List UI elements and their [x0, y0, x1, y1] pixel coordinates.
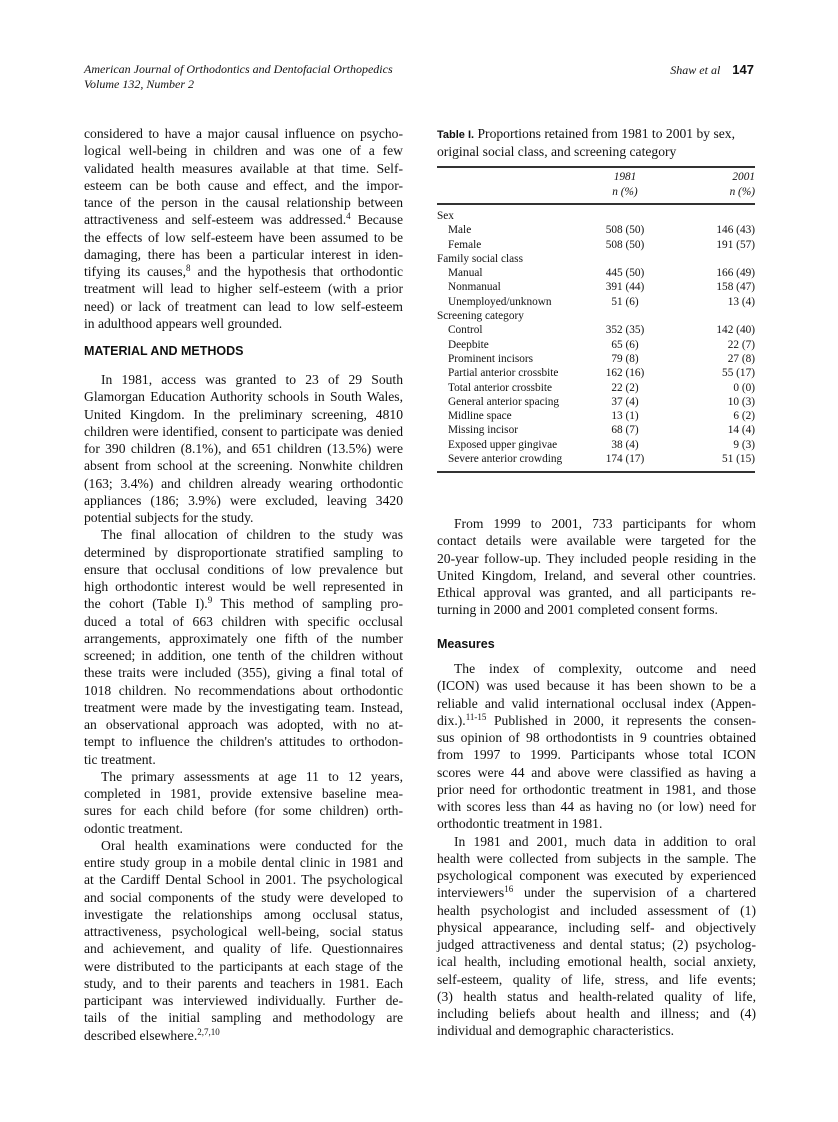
citation-superscript: 9: [207, 595, 213, 606]
text-line: [437, 515, 756, 532]
text-line: [437, 953, 756, 970]
text-line: [84, 751, 403, 768]
text-run: treatment were made by the investigating team. Instead,: [84, 699, 403, 715]
table-row: [437, 452, 755, 466]
text-line: [437, 798, 756, 815]
text-line: [84, 1027, 403, 1044]
text-run: tance of the person in the causal relationship between: [84, 195, 403, 210]
text-run: (ICON) was used because it has been shown to be a: [437, 678, 756, 694]
text-line: [84, 544, 403, 561]
text-line: [84, 733, 403, 750]
table-row: [437, 381, 755, 395]
text-line: [84, 315, 403, 332]
text-line: [84, 142, 403, 159]
text-run: esteem can be both cause and effect, and the impor-: [84, 177, 403, 193]
text-run: tic treatment.: [84, 751, 156, 767]
text-line: [84, 298, 403, 315]
text-run: The primary assessments at age 11 to 12 years,: [101, 768, 403, 784]
cell-2001: 22 (7): [727, 338, 755, 351]
table-row: [437, 223, 755, 237]
text-line: [84, 194, 403, 211]
caption-line-1: Proportions retained from 1981 to 2001 by sex,: [477, 126, 735, 141]
row-label: Missing incisor: [448, 424, 518, 437]
table-row: [437, 280, 755, 294]
text-line: [84, 716, 403, 733]
row-label: Female: [448, 238, 482, 251]
text-run: treatment will lead to higher self-esteem (with a prior: [84, 281, 403, 297]
text-run: sures for each child before (for some children) orth-: [84, 803, 403, 819]
text-run: 20-year follow-up. They included people residing in the: [437, 550, 756, 566]
text-line: [84, 613, 403, 630]
cell-1981: 37 (4): [611, 395, 639, 408]
page-number: 147: [732, 62, 754, 77]
text-run: tails of the initial sampling and methodology are: [84, 1010, 403, 1026]
col-2001-unit: n (%): [729, 185, 755, 198]
text-line: [84, 958, 403, 975]
text-run: self-esteem, quality of life, stress, and life events;: [437, 971, 756, 987]
text-run: entire study group in a mobile dental clinic in 1981 and: [84, 855, 403, 870]
running-header-journal: [84, 62, 393, 92]
text-line: [84, 699, 403, 716]
text-line: [84, 820, 403, 837]
text-run: (163; 3.4%) and children already wearing orthodontic: [84, 475, 403, 491]
paragraph: [84, 768, 403, 837]
text-run: The final allocation of children to the study was: [101, 527, 403, 543]
text-line: [437, 550, 756, 567]
paragraph: [437, 833, 756, 1040]
section-heading-methods: MATERIAL AND METHODS: [84, 344, 244, 358]
text-run: absent from school at the screening. Nonwhite children: [84, 458, 403, 474]
citation-superscript: 2,7,10: [197, 1026, 220, 1037]
cell-1981: 352 (35): [605, 324, 645, 337]
text-run: Published in 2000, it represents the consen-: [486, 712, 756, 728]
cell-2001: 146 (43): [716, 224, 755, 237]
row-label: Sex: [437, 210, 454, 222]
left-methods-body: [84, 371, 403, 1044]
text-run: ical health, including emotional health, social anxiety,: [437, 954, 756, 970]
text-line: [84, 785, 403, 802]
cell-2001: 191 (57): [716, 238, 755, 251]
table-row: [437, 352, 755, 366]
text-line: [84, 647, 403, 664]
text-run: 1018 children. No recommendations about orthodontic: [84, 682, 403, 698]
text-line: [84, 889, 403, 906]
text-run: prior need for orthodontic treatment in 1981, and those: [437, 781, 756, 797]
cell-2001: [685, 209, 755, 223]
text-run: tifying its causes,: [84, 264, 186, 279]
citation-superscript: 8: [186, 263, 191, 273]
text-line: [84, 160, 403, 177]
text-run: health psychologist and included assessment of (1): [437, 902, 756, 918]
text-line: [437, 936, 756, 953]
table-header: [437, 170, 755, 199]
cell-1981: [580, 309, 685, 323]
table-caption: [437, 126, 755, 160]
text-run: duced a total of 663 children with specific occlusal: [84, 613, 403, 629]
row-label: General anterior spacing: [448, 395, 560, 408]
text-line: [437, 660, 756, 677]
text-line: [84, 177, 403, 194]
cell-1981: 79 (8): [611, 352, 639, 365]
text-run: scores were 44 and above were classified as having a: [437, 764, 756, 780]
text-run: Ethical approval was granted, and all participants re-: [437, 585, 756, 600]
text-run: the effects of low self-esteem have been assumed to be: [84, 229, 403, 245]
text-run: these traits were included (355), giving a final total of: [84, 665, 403, 681]
text-line: [437, 729, 756, 746]
text-line: [437, 532, 756, 549]
text-line: [84, 211, 403, 228]
cell-2001: 13 (4): [727, 295, 755, 308]
cell-2001: 51 (15): [722, 453, 755, 466]
text-run: investigate the relationships among occlusal status,: [84, 906, 403, 922]
table-row: [437, 338, 755, 352]
text-run: high orthodontic interest would be well represented in: [84, 579, 403, 594]
text-line: [84, 526, 403, 543]
row-label: Midline space: [448, 410, 512, 423]
text-line: [84, 492, 403, 509]
text-run: study, and to their parents and teachers in 1981. Each: [84, 975, 403, 991]
text-run: Oral health examinations were conducted for the: [101, 837, 403, 853]
text-run: in adulthood appears well grounded.: [84, 315, 283, 331]
text-line: [84, 457, 403, 474]
text-run: with scores less than 44 as having no (or low) need for: [437, 799, 756, 814]
table-row: [437, 238, 755, 252]
row-label: Exposed upper gingivae: [448, 438, 558, 451]
paragraph: [84, 371, 403, 526]
cell-2001: 55 (17): [722, 367, 755, 380]
text-line: [84, 854, 403, 871]
text-run: damaging, there has been a particular interest in iden-: [84, 246, 403, 262]
text-run: potential subjects for the study.: [84, 510, 254, 525]
text-run: considered to have a major causal influence on psycho-: [84, 126, 403, 141]
text-line: [84, 509, 403, 526]
text-run: validated health measures available at that time. Self-: [84, 160, 403, 176]
text-run: dix.).: [437, 712, 466, 728]
row-label: Family social class: [437, 252, 523, 265]
cell-1981: 68 (7): [611, 424, 639, 437]
text-run: ensure that occlusal conditions of low prevalence but: [84, 561, 403, 577]
text-run: orthodontic treatment in 1981.: [437, 816, 603, 832]
cell-1981: 445 (50): [605, 267, 645, 280]
table-body: [437, 209, 755, 466]
table-row: [437, 366, 755, 380]
text-run: were distributed to the participants at each stage of the: [84, 958, 403, 974]
row-label: Unemployed/unknown: [448, 295, 552, 308]
text-run: appliances (186; 3.9%) were excluded, leaving 3420: [84, 492, 403, 508]
text-line: [84, 388, 403, 405]
text-run: In 1981, access was granted to 23 of 29 South: [101, 372, 403, 387]
text-run: children were identified, consent to participate was denied: [84, 423, 403, 439]
text-run: The index of complexity, outcome and need: [454, 661, 756, 676]
text-run: determined by disproportionate stratified sampling to: [84, 544, 403, 560]
text-line: [437, 988, 756, 1005]
row-label: Total anterior crossbite: [448, 381, 552, 394]
text-run: physical appearance, including self- and objectively: [437, 919, 756, 935]
text-run: attractiveness, psychological well-being, social status: [84, 924, 403, 939]
text-run: and the hypothesis that orthodontic: [190, 264, 404, 279]
cell-2001: [685, 309, 755, 323]
text-line: [84, 246, 403, 263]
text-run: under the supervision of a chartered: [513, 885, 756, 901]
text-line: [437, 567, 756, 584]
text-line: [437, 815, 756, 832]
text-run: from 1997 to 1999. Participants whose total ICON: [437, 747, 756, 763]
citation-superscript: 11-15: [465, 711, 487, 722]
table-row: [437, 423, 755, 437]
text-line: [437, 584, 756, 601]
cell-1981: 65 (6): [611, 338, 639, 351]
text-line: [84, 923, 403, 940]
text-run: screened; in addition, one tenth of the children without: [84, 648, 403, 663]
cell-2001: 166 (49): [716, 267, 755, 280]
text-run: health were collected from subjects in the sample. The: [437, 850, 756, 866]
text-run: and achievement, and quality of life. Questionnaires: [84, 941, 403, 957]
text-run: individual and demographic characteristics.: [437, 1023, 675, 1039]
text-line: [437, 746, 756, 763]
text-line: [84, 871, 403, 888]
cell-1981: [580, 209, 685, 223]
col-2001-year: 2001: [732, 171, 755, 184]
row-label: Control: [448, 324, 483, 337]
authors: Shaw et al: [670, 63, 721, 77]
cell-1981: 51 (6): [611, 295, 639, 308]
text-run: completed in 1981, provide extensive baseline mea-: [84, 786, 403, 801]
text-run: an observational approach was adopted, with no at-: [84, 717, 403, 732]
row-label: Male: [448, 224, 472, 237]
text-line: [437, 902, 756, 919]
text-line: [84, 280, 403, 297]
text-run: United Kingdom, Ireland, and several other countries.: [437, 567, 756, 583]
table-row: [437, 266, 755, 280]
text-line: [84, 682, 403, 699]
cell-1981: 22 (2): [611, 381, 639, 394]
cell-2001: 10 (3): [727, 395, 755, 408]
text-line: [437, 833, 756, 850]
cell-1981: 391 (44): [605, 281, 645, 294]
cell-2001: 9 (3): [733, 438, 755, 451]
text-line: [84, 768, 403, 785]
text-line: [437, 884, 756, 901]
right-followup-paragraph: [437, 515, 756, 619]
text-line: [84, 578, 403, 595]
text-line: [437, 677, 756, 694]
text-run: contact details were available were targeted for the: [437, 533, 756, 549]
text-line: [437, 781, 756, 798]
text-line: [84, 630, 403, 647]
text-line: [84, 440, 403, 457]
text-run: This method of sampling pro-: [212, 596, 403, 612]
citation-superscript: 4: [346, 211, 351, 222]
text-run: turning in 2000 and 2001 completed consent forms.: [437, 602, 718, 618]
text-line: [84, 802, 403, 819]
cell-1981: 508 (50): [605, 224, 645, 237]
text-line: [84, 125, 403, 142]
row-label: Severe anterior crowding: [448, 453, 563, 466]
text-run: reliable and valid international occlusal index (Appen-: [437, 695, 756, 711]
text-run: odontic treatment.: [84, 820, 183, 836]
text-line: [84, 992, 403, 1009]
cell-2001: 142 (40): [716, 324, 755, 337]
text-run: and social components of the study were developed to: [84, 889, 403, 905]
col-1981-unit: n (%): [612, 185, 638, 198]
paragraph: [84, 526, 403, 768]
text-line: [437, 764, 756, 781]
text-run: Because: [350, 212, 403, 228]
text-line: [84, 371, 403, 388]
left-intro-paragraph: [84, 125, 403, 332]
cell-1981: 162 (16): [605, 367, 645, 380]
running-header-authors: [670, 62, 754, 78]
text-run: at the Cardiff Dental School in 2001. The psychological: [84, 872, 403, 888]
cell-2001: 0 (0): [733, 381, 755, 394]
row-label: Manual: [448, 267, 483, 280]
text-run: described elsewhere.: [84, 1027, 198, 1043]
paragraph: [437, 660, 756, 833]
table-label: Table I.: [437, 129, 475, 141]
section-heading-measures: Measures: [437, 637, 495, 651]
table-header-rule: [437, 203, 755, 205]
text-line: [84, 406, 403, 423]
text-run: participant was interviewed individually. Further de-: [84, 993, 403, 1008]
text-line: [84, 595, 403, 612]
table-group-row: [437, 309, 755, 323]
row-label: Prominent incisors: [448, 352, 534, 365]
text-line: [84, 940, 403, 957]
cell-1981: 13 (1): [611, 410, 639, 423]
text-line: [84, 229, 403, 246]
text-run: judged attractiveness and dental status; (2) psycholog-: [437, 937, 756, 952]
cell-1981: 508 (50): [605, 238, 645, 251]
cell-1981: 174 (17): [605, 453, 645, 466]
text-run: psychological component was executed by experienced: [437, 868, 756, 883]
table-1: [437, 126, 755, 473]
table-group-row: [437, 209, 755, 223]
text-line: [84, 1009, 403, 1026]
text-line: [84, 475, 403, 492]
row-label: Deepbite: [448, 338, 489, 351]
text-run: for 390 children (8.1%), and 651 children (13.5%) were: [84, 441, 403, 456]
text-line: [437, 971, 756, 988]
table-row: [437, 323, 755, 337]
text-run: the cohort (Table I).: [84, 596, 208, 612]
text-run: United Kingdom. In the preliminary screening, 4810: [84, 406, 403, 422]
text-line: [437, 1022, 756, 1039]
text-run: From 1999 to 2001, 733 participants for whom: [454, 516, 756, 531]
text-run: Glamorgan Education Authority schools in South Wales,: [84, 389, 403, 405]
journal-volume: Volume 132, Number 2: [84, 77, 194, 91]
text-line: [437, 695, 756, 712]
table-top-rule: [437, 166, 755, 168]
text-run: including beliefs about health and illness; and (4): [437, 1006, 756, 1021]
text-line: [84, 423, 403, 440]
row-label: Nonmanual: [448, 281, 501, 294]
text-line: [84, 837, 403, 854]
text-line: [84, 975, 403, 992]
cell-2001: 14 (4): [727, 424, 755, 437]
text-run: attractiveness and self-esteem was addressed.: [84, 212, 347, 228]
text-line: [437, 867, 756, 884]
text-run: (3) health status and health-related quality of life,: [437, 988, 756, 1004]
paragraph: [84, 837, 403, 1044]
text-run: sus opinion of 98 orthodontists in 9 countries obtained: [437, 730, 756, 745]
journal-title: American Journal of Orthodontics and Dentofacial Orthopedics: [84, 62, 393, 76]
cell-1981: [580, 252, 685, 266]
right-measures-body: [437, 660, 756, 1040]
text-run: logical well-being in children and was one of a few: [84, 143, 403, 159]
cell-2001: [685, 252, 755, 266]
text-line: [84, 906, 403, 923]
table-row: [437, 295, 755, 309]
text-line: [84, 664, 403, 681]
cell-2001: 27 (8): [727, 352, 755, 365]
table-bottom-rule: [437, 471, 755, 473]
cell-1981: 38 (4): [611, 438, 639, 451]
table-row: [437, 409, 755, 423]
text-line: [437, 850, 756, 867]
citation-superscript: 16: [504, 884, 514, 895]
table-row: [437, 395, 755, 409]
text-line: [437, 712, 756, 729]
table-group-row: [437, 252, 755, 266]
col-1981-year: 1981: [613, 171, 637, 184]
row-label: Partial anterior crossbite: [448, 367, 559, 380]
cell-2001: 158 (47): [716, 281, 755, 294]
caption-line-2: original social class, and screening category: [437, 143, 677, 159]
text-run: arrangements, approximately one fifth of the number: [84, 630, 403, 646]
text-line: [84, 263, 403, 280]
table-row: [437, 438, 755, 452]
text-line: [437, 1005, 756, 1022]
text-run: need) or lack of treatment can lead to low self-esteem: [84, 298, 403, 314]
cell-2001: 6 (2): [733, 410, 755, 423]
text-run: tempt to influence the children's attitudes to orthodon-: [84, 734, 403, 750]
text-line: [437, 601, 756, 618]
text-run: In 1981 and 2001, much data in addition to oral: [454, 833, 756, 849]
row-label: Screening category: [437, 310, 524, 323]
text-line: [84, 561, 403, 578]
text-run: interviewers: [437, 885, 505, 901]
text-line: [437, 919, 756, 936]
